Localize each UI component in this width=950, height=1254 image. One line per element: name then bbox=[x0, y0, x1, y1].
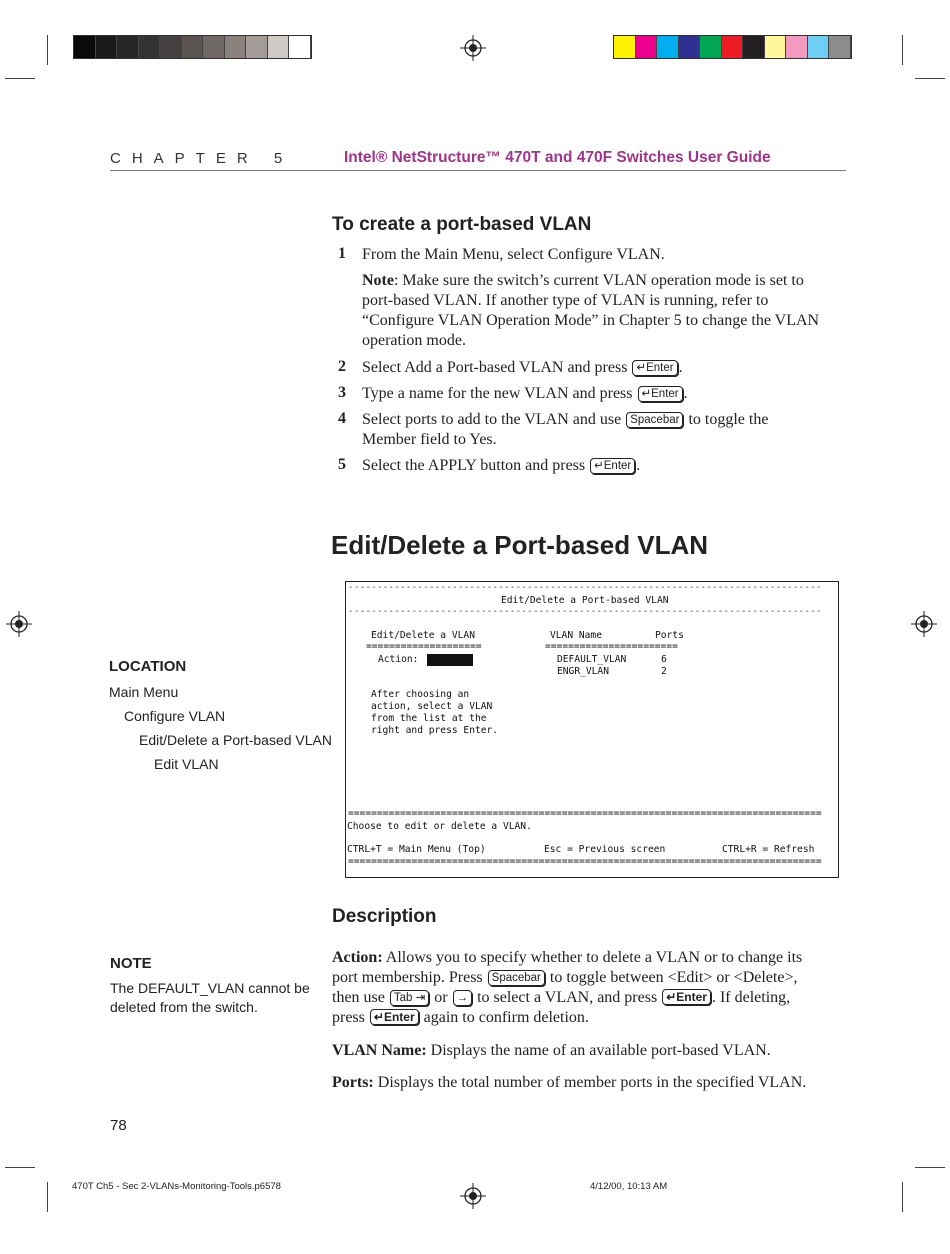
color-swatch bbox=[203, 36, 225, 58]
terminal-shortcut-refresh: CTRL+R = Refresh bbox=[722, 844, 815, 855]
page-number: 78 bbox=[110, 1117, 127, 1134]
step-text: From the Main Menu, select Configure VLAN. bbox=[362, 246, 665, 263]
terminal-left-heading: Edit/Delete a VLAN bbox=[371, 630, 475, 641]
registration-mark-icon bbox=[6, 611, 32, 637]
terminal-left-underline: ==================== bbox=[366, 641, 482, 652]
note-label: Note bbox=[362, 272, 394, 289]
action-term: Action: bbox=[332, 949, 383, 966]
terminal-col-ports: Ports bbox=[655, 630, 684, 641]
terminal-action-label: Action: bbox=[378, 654, 419, 665]
color-swatch bbox=[722, 36, 744, 58]
enter-key-icon: ↵Enter bbox=[370, 1009, 419, 1025]
enter-key-icon: ↵Enter bbox=[638, 386, 683, 402]
guide-title: Intel® NetStructure™ 470T and 470F Switches User Guide bbox=[344, 149, 771, 166]
step-number: 4 bbox=[338, 410, 346, 427]
location-path-item: Main Menu bbox=[109, 684, 179, 700]
step-number: 5 bbox=[338, 456, 346, 473]
terminal-title-rule: ---------------------------------------------------------------------------------- bbox=[348, 606, 822, 617]
terminal-help-line: from the list at the bbox=[371, 713, 487, 724]
note-paragraph: Note: Make sure the switch’s current VLAN operation mode is set to port-based VLAN. If another type of VLAN is running, refer to “Configure VLAN Operation Mode” in Chapter 5 to change the VLAN operation mode. bbox=[362, 272, 820, 349]
tab-key-icon: Tab ⇥ bbox=[390, 990, 429, 1006]
header-rule bbox=[110, 170, 846, 171]
registration-mark-icon bbox=[460, 1183, 486, 1209]
note-text: The DEFAULT_VLAN cannot be deleted from the switch. bbox=[110, 980, 310, 1015]
terminal-screenshot bbox=[345, 581, 839, 878]
terminal-vlan-row-name[interactable]: ENGR_VLAN bbox=[557, 666, 609, 677]
terminal-col-vlan-name: VLAN Name bbox=[550, 630, 602, 641]
create-vlan-heading: To create a port-based VLAN bbox=[332, 214, 592, 235]
note-heading: NOTE bbox=[110, 955, 152, 972]
enter-key-icon: ↵Enter bbox=[632, 360, 677, 376]
step-text: Type a name for the new VLAN and press ↵Enter . bbox=[362, 385, 688, 402]
color-swatch bbox=[614, 36, 636, 58]
color-swatch bbox=[289, 36, 311, 58]
color-swatch bbox=[246, 36, 268, 58]
step-text: Select ports to add to the VLAN and use Spacebar to toggle the Member field to Yes. bbox=[362, 411, 769, 448]
location-heading: LOCATION bbox=[109, 658, 187, 675]
color-swatch bbox=[743, 36, 765, 58]
terminal-vlan-row-ports: 6 bbox=[661, 654, 667, 665]
terminal-title: Edit/Delete a Port-based VLAN bbox=[501, 595, 669, 606]
color-swatch bbox=[657, 36, 679, 58]
enter-key-icon: ↵Enter bbox=[662, 989, 711, 1005]
ports-description: Ports: Displays the total number of member ports in the specified VLAN. bbox=[332, 1074, 807, 1091]
terminal-help-line: right and press Enter. bbox=[371, 725, 499, 736]
terminal-help-line: action, select a VLAN bbox=[371, 701, 493, 712]
step-number: 3 bbox=[338, 384, 346, 401]
edit-delete-heading: Edit/Delete a Port-based VLAN bbox=[331, 530, 709, 560]
footer-date: 4/12/00, 10:13 AM bbox=[590, 1181, 668, 1192]
registration-mark-icon bbox=[460, 35, 486, 61]
terminal-status-rule: ================================================================================== bbox=[348, 808, 822, 819]
terminal-shortcut-esc: Esc = Previous screen bbox=[544, 844, 666, 855]
terminal-vlan-row-ports: 2 bbox=[661, 666, 667, 677]
color-swatch bbox=[679, 36, 701, 58]
color-swatch bbox=[829, 36, 851, 58]
terminal-action-field[interactable]: <Edit > bbox=[427, 654, 474, 665]
color-swatch bbox=[182, 36, 204, 58]
location-path-item: Edit VLAN bbox=[154, 756, 219, 772]
location-path-item: Configure VLAN bbox=[124, 708, 226, 724]
enter-key-icon: ↵Enter bbox=[590, 458, 635, 474]
color-swatch bbox=[225, 36, 247, 58]
color-swatch bbox=[808, 36, 830, 58]
color-swatch bbox=[765, 36, 787, 58]
terminal-bottom-rule: ================================================================================== bbox=[348, 856, 822, 867]
terminal-status-text: Choose to edit or delete a VLAN. bbox=[347, 821, 532, 832]
color-swatch bbox=[117, 36, 139, 58]
process-color-bar bbox=[613, 35, 852, 59]
color-swatch bbox=[268, 36, 290, 58]
terminal-right-underline: ======================= bbox=[545, 641, 678, 652]
vlan-name-term: VLAN Name: bbox=[332, 1042, 427, 1059]
action-description: Action: Allows you to specify whether to delete a VLAN or to change its port membership. Press Spacebar to toggle between <Edit> or <Delete>, then use Tab ⇥ or → to select a VLAN, and press ↵Enter . If deleting, press ↵Enter again to confirm deletion. bbox=[332, 949, 803, 1026]
color-swatch bbox=[700, 36, 722, 58]
step-text: Select Add a Port-based VLAN and press ↵Enter . bbox=[362, 359, 683, 376]
color-swatch bbox=[160, 36, 182, 58]
step-text: Select the APPLY button and press ↵Enter . bbox=[362, 457, 641, 474]
registration-mark-icon bbox=[911, 611, 937, 637]
step-number: 2 bbox=[338, 358, 346, 375]
description-heading: Description bbox=[332, 906, 437, 927]
color-swatch bbox=[636, 36, 658, 58]
color-swatch bbox=[96, 36, 118, 58]
spacebar-key-icon: Spacebar bbox=[488, 970, 545, 986]
grayscale-color-bar bbox=[73, 35, 312, 59]
step-number: 1 bbox=[338, 245, 346, 262]
chapter-label: CHAPTER 5 bbox=[110, 150, 294, 167]
terminal-shortcut-main: CTRL+T = Main Menu (Top) bbox=[347, 844, 486, 855]
footer-filename: 470T Ch5 - Sec 2-VLANs-Monitoring-Tools.p6578 bbox=[72, 1181, 281, 1192]
color-swatch bbox=[786, 36, 808, 58]
ports-term: Ports: bbox=[332, 1074, 374, 1091]
vlan-name-description: VLAN Name: Displays the name of an available port-based VLAN. bbox=[332, 1042, 771, 1059]
terminal-help-line: After choosing an bbox=[371, 689, 470, 700]
color-swatch bbox=[139, 36, 161, 58]
location-path-item: Edit/Delete a Port-based VLAN bbox=[139, 732, 332, 748]
color-swatch bbox=[74, 36, 96, 58]
arrow-key-icon: → bbox=[453, 990, 473, 1006]
terminal-vlan-row-name[interactable]: DEFAULT_VLAN bbox=[557, 654, 627, 665]
terminal-top-rule: ---------------------------------------------------------------------------------- bbox=[348, 582, 822, 593]
spacebar-key-icon: Spacebar bbox=[626, 412, 683, 428]
